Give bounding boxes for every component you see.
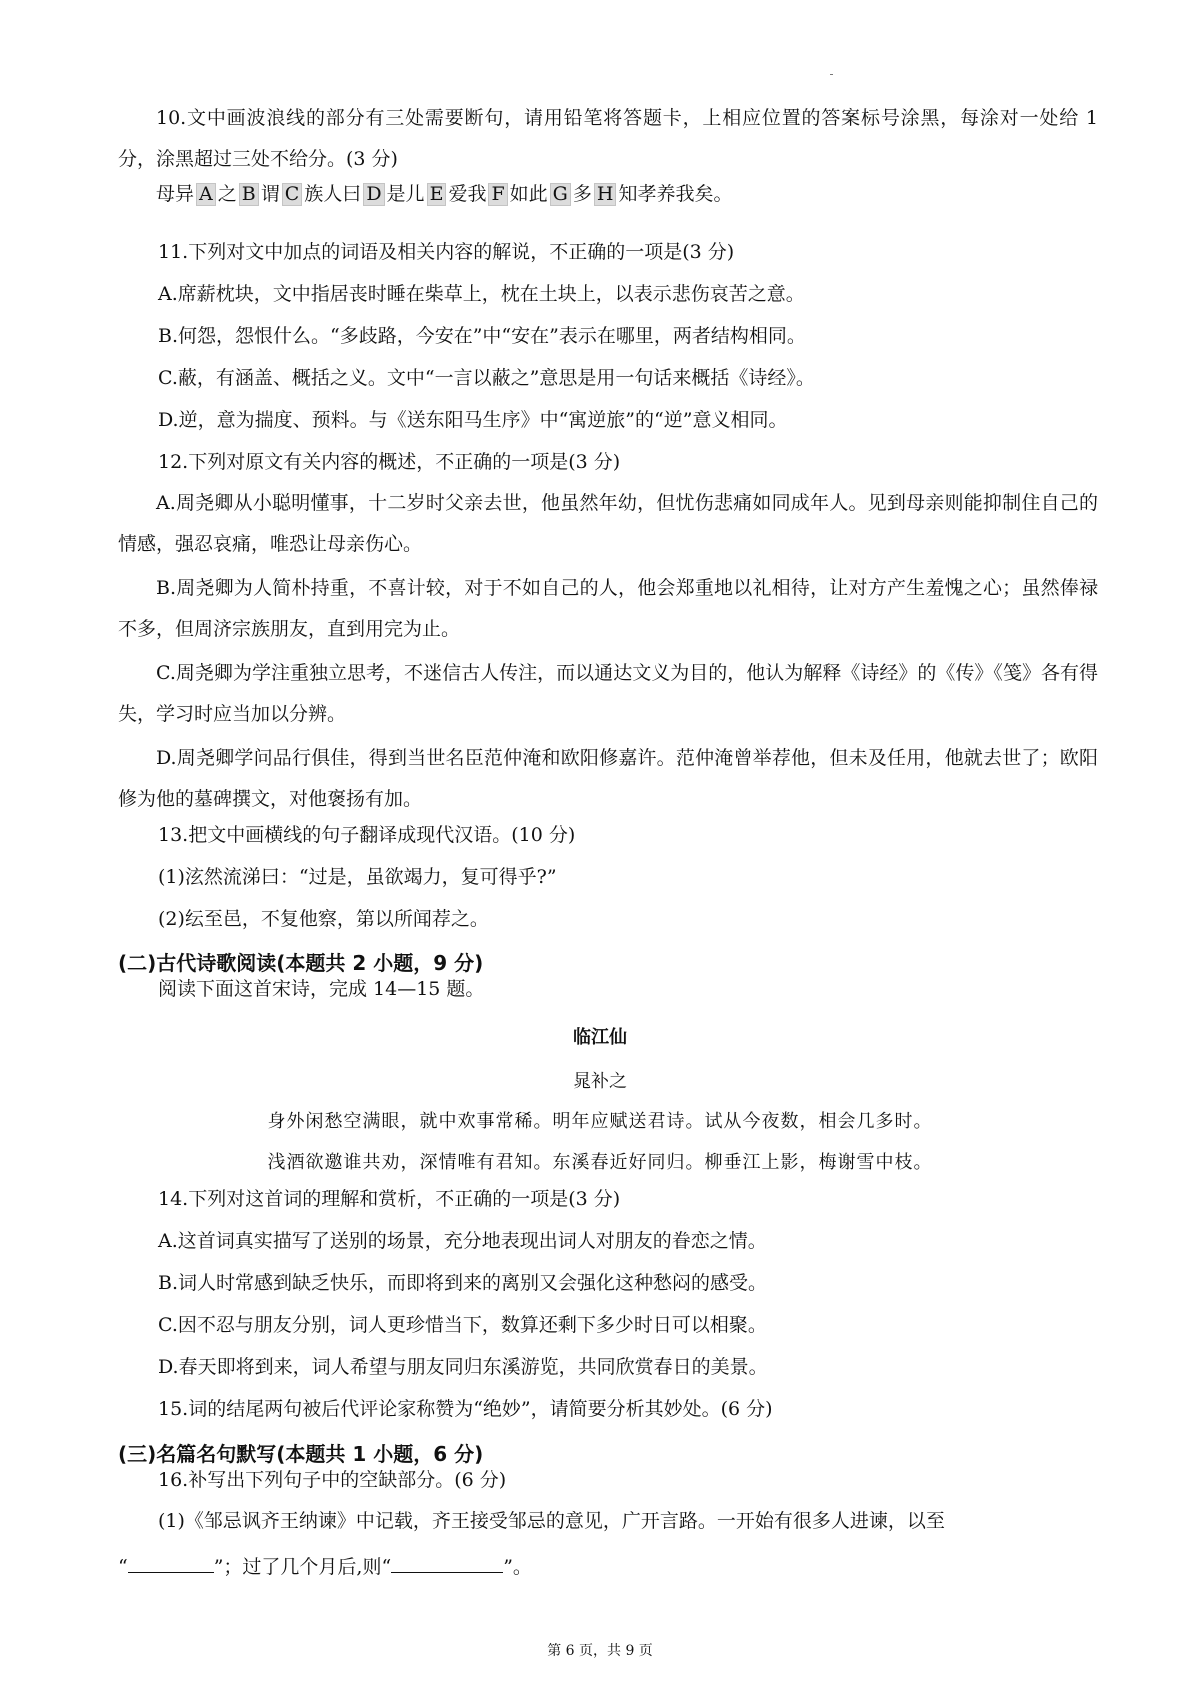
q10-mark-f[interactable]: F	[488, 183, 507, 206]
q11-option-a: A.席薪枕块，文中指居丧时睡在柴草上，枕在土块上，以表示悲伤哀苦之意。	[158, 283, 805, 305]
quote-open: “	[118, 1556, 128, 1578]
q15-stem: 15.词的结尾两句被后代评论家称赞为“绝妙”，请简要分析其妙处。(6 分)	[158, 1398, 773, 1420]
q12-option-c: C.周尧卿为学注重独立思考，不迷信古人传注，而以通达文义为目的，他认为解释《诗经》的《传》《笺》各有得失，学习时应当加以分辨。	[118, 662, 1098, 725]
poem-line-2: 浅酒欲邀谁共劝，深情唯有君知。东溪春近好同归。柳垂江上影，梅谢雪中枝。	[267, 1152, 933, 1173]
q10-mark-e[interactable]: E	[427, 183, 447, 206]
q10-mark-g[interactable]: G	[550, 183, 571, 206]
q10-sentence	[156, 183, 732, 207]
poem-author: 晁补之	[573, 1071, 627, 1092]
scan-speck	[830, 74, 833, 75]
q12-option-d: D.周尧卿学问品行俱佳，得到当世名臣范仲淹和欧阳修嘉许。范仲淹曾举荐他，但未及任用，他就去世了；欧阳修为他的墓碑撰文，对他褒扬有加。	[118, 747, 1098, 810]
section-heading-poetry: (二)古代诗歌阅读(本题共 2 小题，9 分)	[118, 951, 484, 975]
q10-mark-c[interactable]: C	[282, 183, 303, 206]
q10-seg: 族人曰	[304, 183, 362, 205]
q10-seg: 多	[572, 183, 592, 205]
poem-title: 临江仙	[573, 1027, 627, 1048]
q11-option-c: C.蔽，有涵盖、概括之义。文中“一言以蔽之”意思是用一句话来概括《诗经》。	[158, 367, 815, 389]
q14-option-c: C.因不忍与朋友分别，词人更珍惜当下，数算还剩下多少时日可以相聚。	[158, 1314, 767, 1336]
q11-option-b: B.何怨，怨恨什么。“多歧路，今安在”中“安在”表示在哪里，两者结构相同。	[158, 325, 806, 347]
q10-mark-d[interactable]: D	[363, 183, 384, 206]
q12-option-a: A.周尧卿从小聪明懂事，十二岁时父亲去世，他虽然年幼，但忧伤悲痛如同成年人。见到母亲则能抑制住自己的情感，强忍哀痛，唯恐让母亲伤心。	[118, 492, 1098, 555]
q16-stem: 16.补写出下列句子中的空缺部分。(6 分)	[158, 1469, 507, 1491]
answer-blank-1[interactable]	[128, 1554, 214, 1573]
q10-seg: 爱我	[448, 183, 487, 205]
q13-sentence-2: (2)纭至邑，不复他察，第以所闻荐之。	[158, 908, 489, 930]
q10-seg: 母异	[156, 183, 195, 205]
q12-stem: 12.下列对原文有关内容的概述，不正确的一项是(3 分)	[158, 451, 621, 473]
q10-seg: 如此	[509, 183, 548, 205]
q10-mark-h[interactable]: H	[594, 183, 617, 206]
q13-sentence-1: (1)泫然流涕曰：“过是，虽欲竭力，复可得乎?”	[158, 866, 557, 888]
q16-item-1-blanks	[118, 1554, 532, 1580]
q10-mark-b[interactable]: B	[239, 183, 259, 206]
q16-item-1-middle: ”；过了几个月后,则“	[213, 1556, 392, 1578]
poem-line-1: 身外闲愁空满眼，就中欢事常稀。明年应赋送君诗。试从今夜数，相会几多时。	[267, 1111, 933, 1132]
page-number: 第 6 页，共 9 页	[547, 1643, 653, 1659]
answer-blank-2[interactable]	[391, 1554, 503, 1573]
q11-stem: 11.下列对文中加点的词语及相关内容的解说，不正确的一项是(3 分)	[158, 241, 735, 263]
q14-option-d: D.春天即将到来，词人希望与朋友同归东溪游览，共同欣赏春日的美景。	[158, 1356, 768, 1378]
q12-option-b: B.周尧卿为人简朴持重，不喜计较，对于不如自己的人，他会郑重地以礼相待，让对方产生羞愧之心；虽然俸禄不多，但周济宗族朋友，直到用完为止。	[118, 577, 1098, 640]
section-heading-recitation: (三)名篇名句默写(本题共 1 小题，6 分)	[118, 1442, 484, 1466]
q10-seg: 知孝养我矣。	[618, 183, 733, 205]
quote-close: ”。	[503, 1556, 532, 1578]
q10-mark-a[interactable]: A	[196, 183, 216, 206]
q13-stem: 13.把文中画横线的句子翻译成现代汉语。(10 分)	[158, 824, 576, 846]
q14-stem: 14.下列对这首词的理解和赏析，不正确的一项是(3 分)	[158, 1188, 621, 1210]
q10-stem: 10.文中画波浪线的部分有三处需要断句，请用铅笔将答题卡，上相应位置的答案标号涂黑，每涂对一处给 1 分，涂黑超过三处不给分。(3 分)	[118, 107, 1098, 170]
q14-option-a: A.这首词真实描写了送别的场景，充分地表现出词人对朋友的眷恋之情。	[158, 1230, 767, 1252]
q14-option-b: B.词人时常感到缺乏快乐，而即将到来的离别又会强化这种愁闷的感受。	[158, 1272, 768, 1294]
q10-seg: 是儿	[386, 183, 425, 205]
q10-seg: 之	[217, 183, 237, 205]
q16-item-1: (1)《邹忌讽齐王纳谏》中记载，齐王接受邹忌的意见，广开言路。一开始有很多人进谏，以至	[158, 1510, 945, 1532]
poetry-intro: 阅读下面这首宋诗，完成 14—15 题。	[158, 978, 485, 1000]
q11-option-d: D.逆，意为揣度、预料。与《送东阳马生序》中“寓逆旅”的“逆”意义相同。	[158, 409, 788, 431]
q10-seg: 谓	[260, 183, 280, 205]
